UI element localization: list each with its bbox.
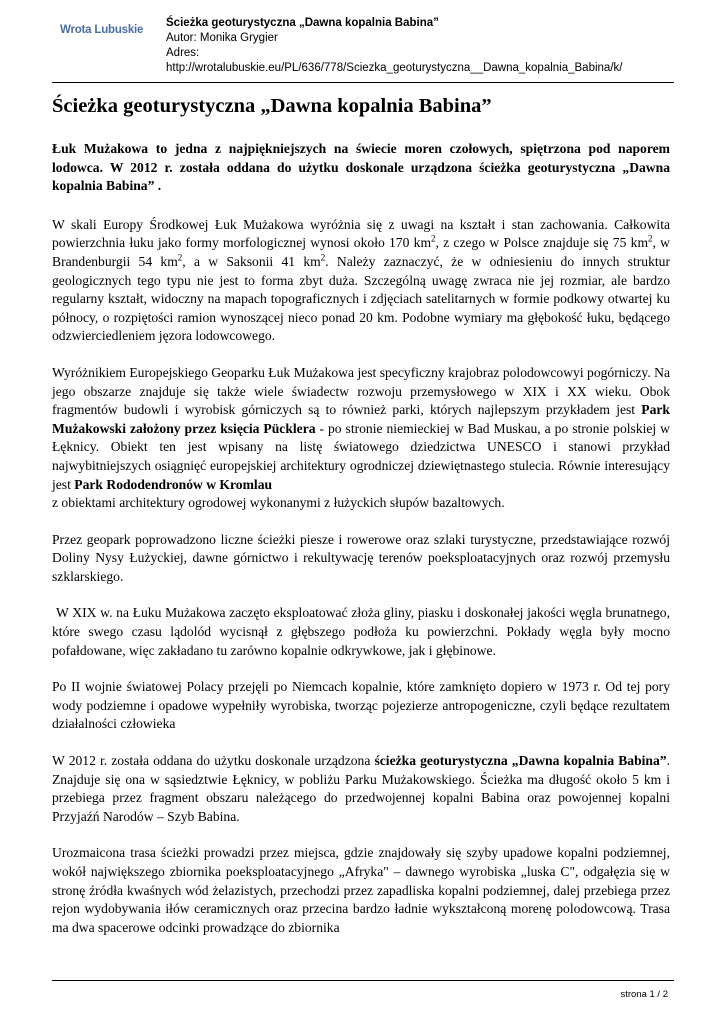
paragraph-4: W XIX w. na Łuku Mużakowa zaczęto eksploatować złoża gliny, piasku i doskonałej jakości węgla brunatnego, które swego czasu lądolód wycisnął z głębszego podłoża ku powierzchni. Pokłady węgla były mocno pofałdowane, więc zakładano tu zarówno kopalnie odkrywkowe, jak i głębinowe. — [52, 605, 670, 658]
p2-text-b: - po stronie niemieckiej w Bad Muskau, a po stronie polskiej w Łęknicy. Obiekt ten jest wpisany na listę światowego dziedzictwa UNESCO i stanowi przykład najwybitniejszych osiągnięć europejskiej architektury ogrodniczej dziewiętnastego stulecia. Równie interesujący jest — [52, 420, 670, 492]
paragraph-5: Po II wojnie światowej Polacy przejęli po Niemcach kopalnie, które zamknięto dopiero w 1973 r. Od tej pory wody podziemne i opadowe wypełniły wyrobiska, tworząc pojezierze antropogeniczne, czyli będące rezultatem działalności człowieka — [52, 679, 670, 732]
paragraph-6 — [52, 752, 670, 826]
header-author: Autor: Monika Grygier — [166, 32, 278, 44]
p2-text-a: Wyróżnikiem Europejskiego Geoparku Łuk Mużakowa jest specyficzny krajobraz polodowcowyi pogórniczy. Na jego obszarze znajduje się także wiele świadectw rozwoju przemysłowego w XIX i XX wieku. Obok fragmentów budowli i wyrobisk górniczych są to również parki, których najlepszym przykładem jest — [52, 364, 670, 418]
article-lead: Łuk Mużakowa to jedna z najpiękniejszych na świecie moren czołowych, spiętrzona pod naporem lodowca. W 2012 r. została oddana do użytku doskonale urządzona ścieżka geoturystyczna „Dawna kopalnia Babina” . — [52, 141, 670, 194]
header-meta — [166, 16, 622, 76]
p6-text-a: W 2012 r. została oddana do użytku doskonale urządzona — [52, 753, 375, 769]
paragraph-3: Przez geopark poprowadzono liczne ścieżki piesze i rowerowe oraz szlaki turystyczne, przedstawiające rozwój Doliny Nysy Łużyckiej, dawne górnictwo i rekultywację terenów poeksploatacyjnych oraz rozwój przemysłu szklarskiego. — [52, 531, 670, 584]
p6-bold-trail-name: ścieżka geoturystyczna „Dawna kopalnia Babina” — [374, 753, 667, 769]
p1-sup-3: 2 — [177, 252, 183, 263]
p6-text-b: . Znajduje się ona w sąsiedztwie Łęknicy, w pobliżu Parku Mużakowskiego. Ścieżka ma długość około 5 km i przebiega przez fragment obszaru należącego do przedwojennej kopalni Babina oraz powojennej kopalni Przyjaźń Narodów – Szyb Babina. — [52, 753, 670, 824]
p2-bold-park-rododendronow: Park Rododendronów w Kromlau — [74, 476, 273, 492]
wrota-lubuskie-logo[interactable]: Wrota Lubuskie — [60, 24, 144, 36]
p1-sup-2: 2 — [648, 233, 653, 244]
p1-text-b: , z czego w Polsce znajduje się 75 km — [435, 235, 649, 251]
page-number: strona 1 / 2 — [620, 989, 668, 1000]
p2-bold-park-muzakowski: Park Mużakowski założony przez księcia Pücklera — [52, 402, 670, 436]
p1-text-c: , w Brandenburgii 54 km — [52, 235, 670, 269]
header-title: Ścieżka geoturystyczna „Dawna kopalnia Babina” — [166, 17, 439, 29]
paragraph-2 — [52, 364, 670, 513]
page-header — [52, 14, 674, 83]
p1-sup-4: 2 — [320, 252, 326, 263]
p1-text-e: . Należy zaznaczyć, że w odniesieniu do innych struktur geologicznych tego typu nie jest to forma zbyt duża. Szczególną uwagę zwraca nie jej rozmiar, ale bardzo regularny kształt, widoczny na mapach topograficznych i zdjęciach satelitarnych w formie podkowy otwartej ku północy, o rozpiętości ramion wynoszącej nieco ponad 20 km. Podobne wymiary ma głębokość łuku, będącego odzwierciedleniem jęzora lodowcowego. — [52, 253, 670, 344]
header-url[interactable]: http://wrotalubuskie.eu/PL/636/778/Sciezka_geoturystyczna__Dawna_kopalnia_Babina/k/ — [166, 62, 623, 74]
p1-sup-1: 2 — [431, 233, 436, 244]
page-footer — [52, 980, 674, 1003]
header-address-label: Adres: — [166, 47, 200, 59]
paragraph-7: Urozmaicona trasa ścieżki prowadzi przez miejsca, gdzie znajdowały się szyby upadowe kopalni podziemnej, wokół największego zbiornika poeksploatacyjnego „Afryka" – dawnego wyrobiska „luska C", odgałęzia się w stronę źródła kwaśnych wód żelazistych, przechodzi przez zapadliska kopalni podziemnej, dalej przebiega przez rejon wydobywania iłów ceramicznych oraz przecina bardzo ładnie wykształconą morenę polodowcową. Trasa ma dwa spacerowe odcinki prowadzące do zbiornika — [52, 845, 670, 935]
article-title: Ścieżka geoturystyczna „Dawna kopalnia Babina” — [52, 95, 492, 117]
p1-text-a: W skali Europy Środkowej Łuk Mużakowa wyróżnia się z uwagi na kształt i stan zachowania. Całkowita powierzchnia łuku jako formy morfologicznej wynosi około 170 km — [52, 216, 670, 251]
p1-text-d: , a w Saksonii 41 km — [182, 253, 321, 269]
paragraph-1 — [52, 216, 670, 346]
p2-text-c: z obiektami architektury ogrodowej wykonanymi z łużyckich słupów bazaltowych. — [52, 495, 505, 511]
article — [52, 94, 670, 955]
